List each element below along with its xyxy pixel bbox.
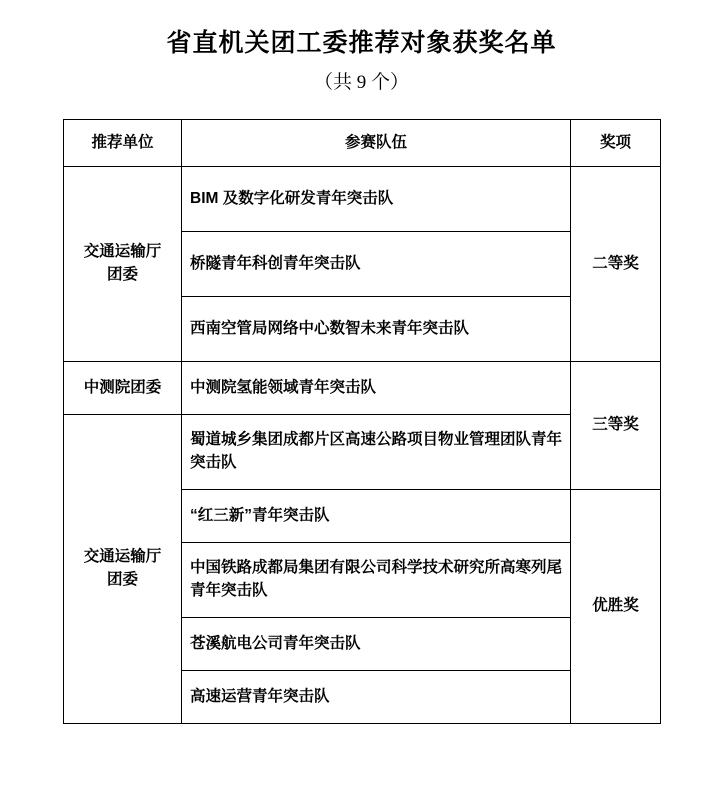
cell-unit: 交通运输厅 团委 xyxy=(64,414,182,723)
table-header-row xyxy=(64,119,661,166)
table-body xyxy=(64,166,661,723)
page-subtitle: （共 9 个） xyxy=(313,72,409,93)
column-header-team: 参赛队伍 xyxy=(182,119,571,166)
document-page xyxy=(0,28,723,799)
award-table xyxy=(63,119,661,724)
cell-team: 高速运营青年突击队 xyxy=(182,670,571,723)
award-table-container xyxy=(63,119,660,724)
table-row xyxy=(64,166,661,231)
table-header xyxy=(64,119,661,166)
cell-team: 桥隧青年科创青年突击队 xyxy=(182,231,571,296)
cell-award: 优胜奖 xyxy=(571,489,661,723)
cell-unit: 中测院团委 xyxy=(64,361,182,414)
cell-unit: 交通运输厅 团委 xyxy=(64,166,182,361)
cell-team: BIM 及数字化研发青年突击队 xyxy=(182,166,571,231)
cell-team: 蜀道城乡集团成都片区高速公路项目物业管理团队青年突击队 xyxy=(182,414,571,489)
column-header-unit: 推荐单位 xyxy=(64,119,182,166)
cell-team: 西南空管局网络中心数智未来青年突击队 xyxy=(182,296,571,361)
cell-team: 苍溪航电公司青年突击队 xyxy=(182,617,571,670)
cell-award: 三等奖 xyxy=(571,361,661,489)
cell-team: “红三新”青年突击队 xyxy=(182,489,571,542)
cell-team: 中国铁路成都局集团有限公司科学技术研究所高寒列尾青年突击队 xyxy=(182,542,571,617)
cell-award: 二等奖 xyxy=(571,166,661,361)
page-title: 省直机关团工委推荐对象获奖名单 xyxy=(166,29,557,57)
table-row xyxy=(64,361,661,414)
cell-team: 中测院氢能领域青年突击队 xyxy=(182,361,571,414)
column-header-award: 奖项 xyxy=(571,119,661,166)
